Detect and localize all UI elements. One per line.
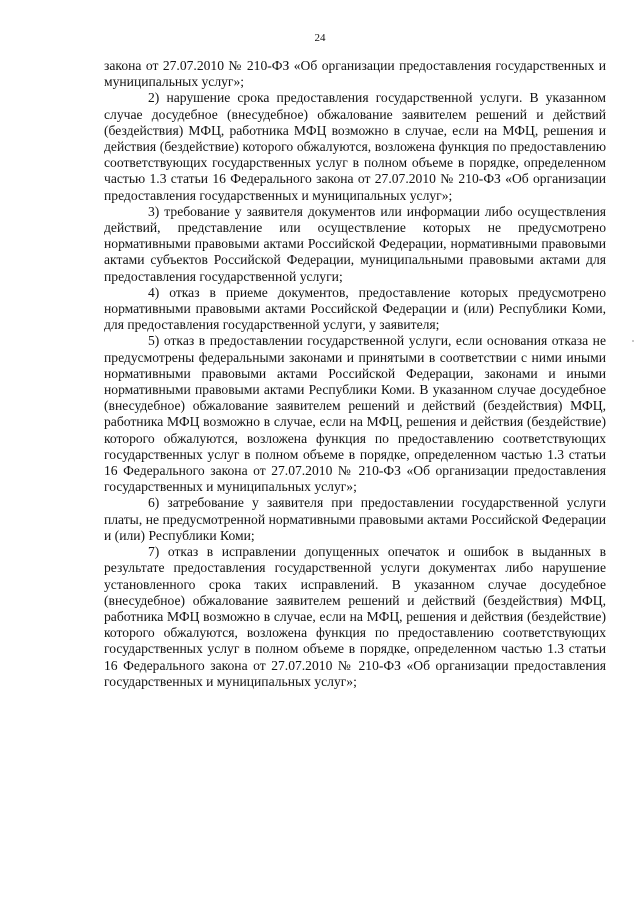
paragraph-item-3: 3) требование у заявителя документов или информации либо осуществления действий, представление или осуществление которых не предусмотрено нормативными правовыми актами Российской Федерации, нормативными правовыми актами субъектов Российской Федерации, муниципальными правовыми актами для предоставления государственной услуги; xyxy=(104,203,606,284)
document-body xyxy=(104,58,606,690)
paragraph-item-2: 2) нарушение срока предоставления государственной услуги. В указанном случае досудебное (внесудебное) обжалование заявителем решений и действий (бездействия) МФЦ, работника МФЦ возможно в случае, если на МФЦ, решения и действия (бездействие) которого обжалуются, возложена функция по предоставлению соответствующих государственных услуг в полном объеме в порядке, определенном частью 1.3 статьи 16 Федерального закона от 27.07.2010 № 210-ФЗ «Об организации предоставления государственных и муниципальных услуг»; xyxy=(104,90,606,203)
page-number: 24 xyxy=(314,32,326,44)
paragraph-item-6: 6) затребование у заявителя при предоставлении государственной услуги платы, не предусмотренной нормативными правовыми актами Российской Федерации и (или) Республики Коми; xyxy=(104,495,606,543)
paragraph-item-4: 4) отказ в приеме документов, предоставление которых предусмотрено нормативными правовыми актами Российской Федерации и (или) Республики Коми, для предоставления государственной услуги, у заявителя; xyxy=(104,284,606,333)
paragraph-item-5: 5) отказ в предоставлении государственной услуги, если основания отказа не предусмотрены федеральными законами и принятыми в соответствии с ними иными нормативными правовыми актами Российской Федерации, законами и иными нормативными правовыми актами Республики Коми. В указанном случае досудебное (внесудебное) обжалование заявителем решений и действий (бездействия) МФЦ, работника МФЦ возможно в случае, если на МФЦ, решения и действия (бездействие) которого обжалуются, возложена функция по предоставлению соответствующих государственных услуг в полном объеме в порядке, определенном частью 1.3 статьи 16 Федерального закона от 27.07.2010 № 210-ФЗ «Об организации предоставления государственных и муниципальных услуг»; xyxy=(104,333,606,495)
scan-artifact xyxy=(632,340,634,342)
paragraph-item-7: 7) отказ в исправлении допущенных опечаток и ошибок в выданных в результате предоставления государственной услуги документах либо нарушение установленного срока таких исправлений. В указанном случае досудебное (внесудебное) обжалование заявителем решений и действий (бездействия) МФЦ, работника МФЦ возможно в случае, если на МФЦ, решения и действия (бездействие) которого обжалуются, возложена функция по предоставлению соответствующих государственных услуг в полном объеме в порядке, определенном частью 1.3 статьи 16 Федерального закона от 27.07.2010 № 210-ФЗ «Об организации предоставления государственных и муниципальных услуг»; xyxy=(104,544,606,689)
paragraph-law-reference-continuation: закона от 27.07.2010 № 210-ФЗ «Об организации предоставления государственных и муниципальных услуг»; xyxy=(104,58,606,90)
